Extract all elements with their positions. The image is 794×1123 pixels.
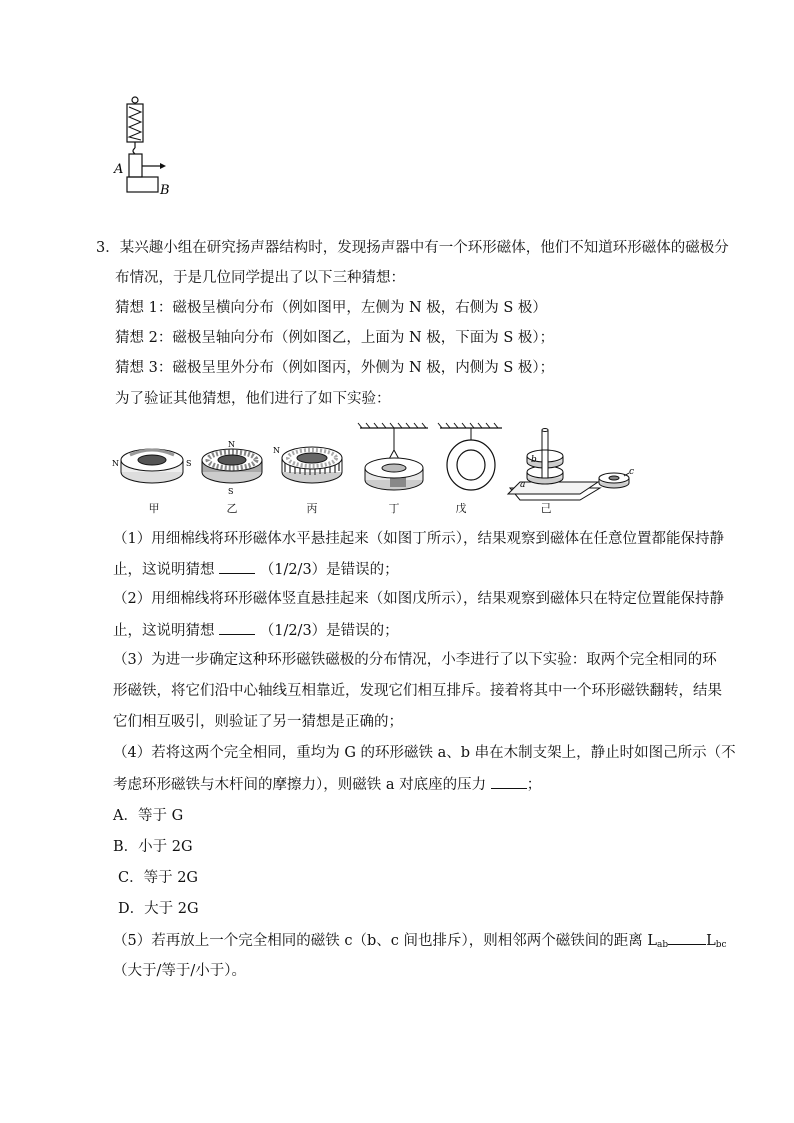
- svg-text:b: b: [531, 455, 537, 465]
- svg-text:a: a: [520, 480, 526, 490]
- part5-line2: （大于/等于/小于）。: [113, 963, 247, 979]
- question-intro-2: 布情况，于是几位同学提出了以下三种猜想：: [115, 270, 405, 286]
- question-intro-1: 3．某兴趣小组在研究扬声器结构时，发现扬声器中有一个环形磁体，他们不知道环形磁体的磁极分: [96, 240, 729, 256]
- caption-yi: 乙: [226, 502, 238, 515]
- label-a: A: [114, 162, 124, 177]
- answer-blank-2[interactable]: [219, 620, 255, 635]
- part3-line3: 它们相互吸引，则验证了另一猜想是正确的；: [113, 714, 403, 730]
- part4-line2: 考虑环形磁铁与木杆间的摩擦力），则磁铁 a 对底座的压力 ；: [113, 774, 541, 795]
- svg-text:S: S: [228, 487, 234, 496]
- option-c[interactable]: C．等于 2G: [118, 870, 199, 886]
- svg-text:N: N: [273, 446, 280, 455]
- answer-blank-1[interactable]: [219, 559, 255, 574]
- guess-3: 猜想 3：磁极呈里外分布（例如图丙，外侧为 N 极，内侧为 S 极）；: [115, 360, 555, 376]
- verify-line: 为了验证其他猜想，他们进行了如下实验：: [115, 391, 391, 407]
- magnet-figures: [110, 420, 650, 510]
- option-a[interactable]: A．等于 G: [113, 808, 184, 824]
- figure-bing: [273, 446, 342, 483]
- question-number: 3．: [96, 240, 120, 256]
- caption-ji: 己: [540, 502, 552, 515]
- option-b[interactable]: B．小于 2G: [113, 839, 193, 855]
- part2-line2: 止，这说明猜想 （1/2/3）是错误的；: [113, 620, 399, 641]
- part5-line1: （5）若再放上一个完全相同的磁铁 c（b、c 间也排斥），则相邻两个磁铁间的距离 $L_{ab}$ $L_{bc}$: [113, 930, 727, 955]
- figure-jia: [112, 449, 191, 483]
- caption-jia: 甲: [148, 502, 160, 515]
- answer-blank-4[interactable]: [491, 774, 527, 789]
- part4-line1: （4）若将这两个完全相同，重均为 G 的环形磁铁 a、b 串在木制支架上，静止时如图己所示（不: [113, 745, 736, 761]
- figure-ding: [358, 423, 428, 490]
- part2-line1: （2）用细棉线将环形磁体竖直悬挂起来（如图戊所示），结果观察到磁体只在特定位置能保持静: [113, 591, 724, 607]
- answer-blank-5[interactable]: [668, 930, 706, 945]
- svg-text:N: N: [112, 459, 119, 468]
- guess-2: 猜想 2：磁极呈轴向分布（例如图乙，上面为 N 极，下面为 S 极）；: [115, 330, 555, 346]
- caption-ding: 丁: [388, 502, 400, 515]
- caption-wu: 戊: [455, 502, 467, 515]
- guess-1: 猜想 1：磁极呈横向分布（例如图甲，左侧为 N 极，右侧为 S 极）: [115, 300, 547, 316]
- svg-text:c: c: [629, 467, 635, 477]
- part3-line1: （3）为进一步确定这种环形磁铁磁极的分布情况，小李进行了以下实验：取两个完全相同的环: [113, 652, 717, 668]
- option-d[interactable]: D．大于 2G: [118, 901, 199, 917]
- part1-line1: （1）用细棉线将环形磁体水平悬挂起来（如图丁所示），结果观察到磁体在任意位置都能保持静: [113, 531, 724, 547]
- caption-bing: 丙: [306, 502, 318, 515]
- part3-line2: 形磁铁，将它们沿中心轴线互相靠近，发现它们相互排斥。接着将其中一个环形磁铁翻转，结果: [113, 683, 722, 699]
- figure-yi: [202, 440, 262, 496]
- spring-scale-figure: [110, 95, 180, 200]
- part1-line2: 止，这说明猜想 （1/2/3）是错误的；: [113, 559, 399, 580]
- svg-text:S: S: [186, 459, 192, 468]
- svg-text:N: N: [228, 440, 235, 449]
- figure-ji: [508, 429, 634, 501]
- figure-wu: [438, 423, 502, 490]
- label-b: B: [160, 183, 170, 198]
